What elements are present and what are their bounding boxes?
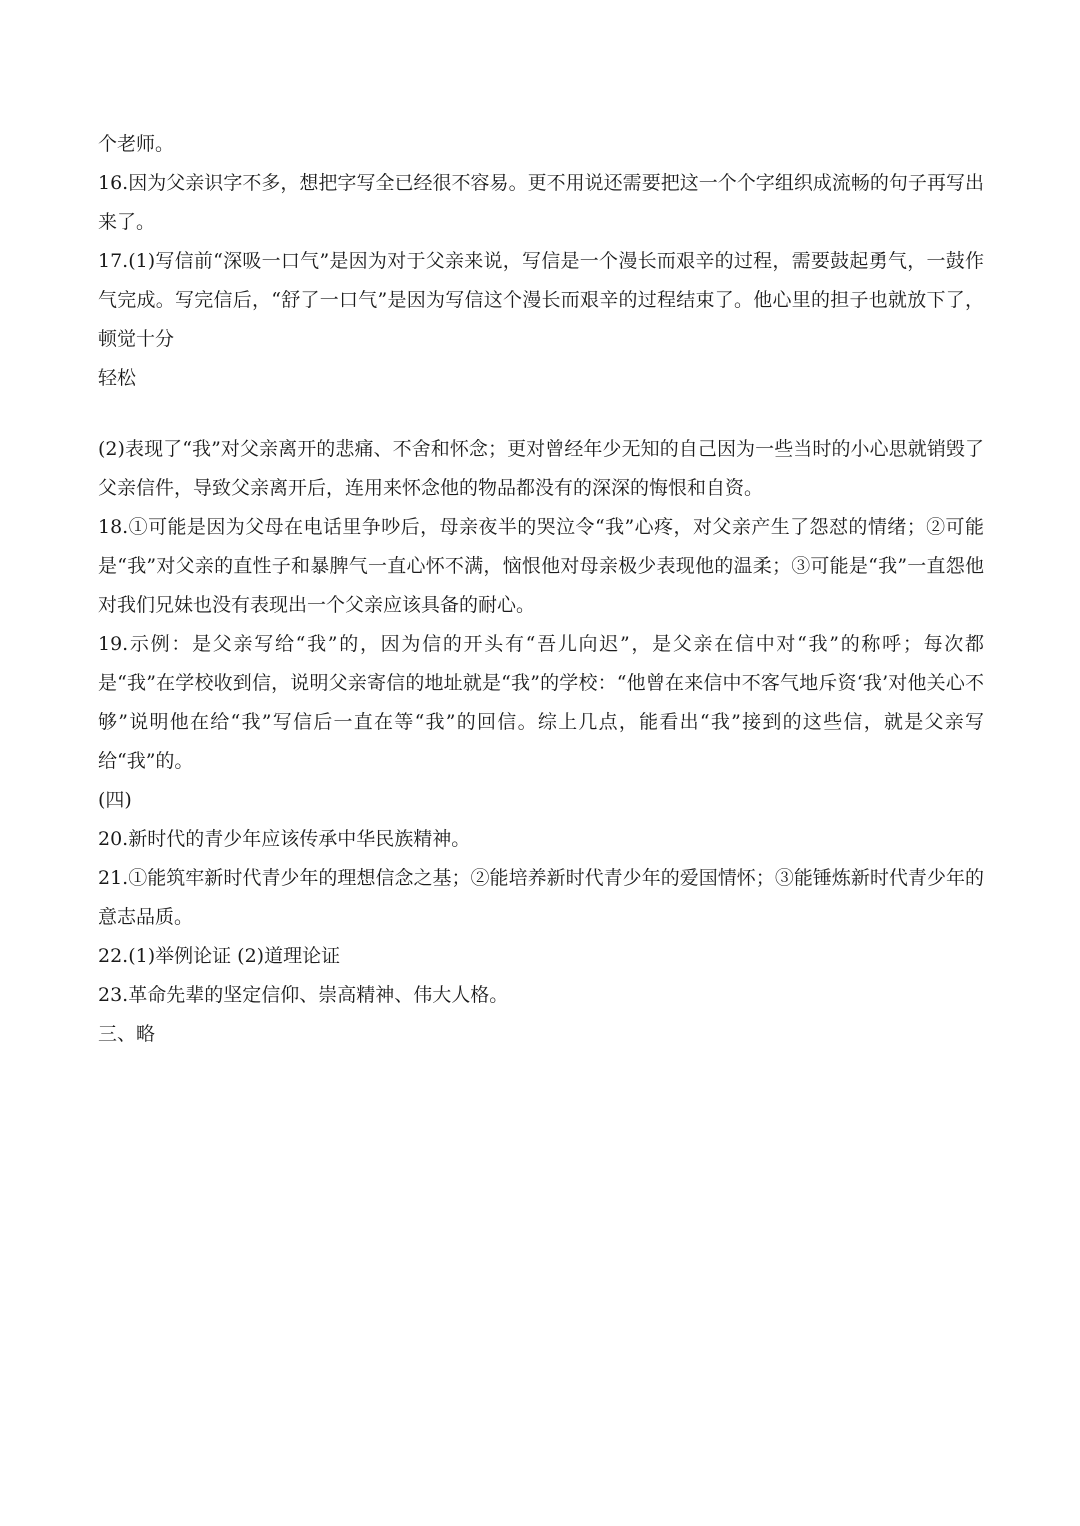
answer-17-part-1-end: 轻松 — [98, 367, 137, 389]
section-heading-four: (四) — [98, 789, 132, 811]
answer-18: 18.①可能是因为父母在电话里争吵后，母亲夜半的哭泣令“我”心疼，对父亲产生了怨怼的情绪；②可能是“我”对父亲的直性子和暴脾气一直心怀不满，恼恨他对母亲极少表现他的温柔；③可能是“我”一直怨他对我们兄妹也没有表现出一个父亲应该具备的耐心。 — [98, 516, 984, 616]
answer-text-block — [98, 125, 984, 1054]
answer-16: 16.因为父亲识字不多，想把字写全已经很不容易。更不用说还需要把这一个个字组织成流畅的句子再写出来了。 — [98, 172, 984, 233]
answer-17-part-1: 17.(1)写信前“深吸一口气”是因为对于父亲来说，写信是一个漫长而艰辛的过程，需要鼓起勇气，一鼓作气完成。写完信后，“舒了一口气”是因为写信这个漫长而艰辛的过程结束了。他心里的担子也就放下了，顿觉十分 — [98, 250, 984, 350]
section-three: 三、略 — [98, 1023, 156, 1045]
blank-gap — [98, 398, 984, 430]
answer-21: 21.①能筑牢新时代青少年的理想信念之基；②能培养新时代青少年的爱国情怀；③能锤炼新时代青少年的意志品质。 — [98, 867, 984, 928]
answer-17-part-2: (2)表现了“我”对父亲离开的悲痛、不舍和怀念；更对曾经年少无知的自己因为一些当时的小心思就销毁了父亲信件，导致父亲离开后，连用来怀念他的物品都没有的深深的悔恨和自资。 — [98, 438, 984, 499]
answer-22: 22.(1)举例论证 (2)道理论证 — [98, 945, 341, 967]
answer-23: 23.革命先辈的坚定信仰、崇高精神、伟大人格。 — [98, 984, 509, 1006]
answer-19: 19.示例：是父亲写给“我”的，因为信的开头有“吾儿向迟”，是父亲在信中对“我”的称呼；每次都是“我”在学校收到信，说明父亲寄信的地址就是“我”的学校：“他曾在来信中不客气地斥资‘我’对他关心不够”说明他在给“我”写信后一直在等“我”的回信。综上几点，能看出“我”接到的这些信，就是父亲写给“我”的。 — [98, 633, 984, 772]
paragraph-continuation: 个老师。 — [98, 133, 175, 155]
answer-20: 20.新时代的青少年应该传承中华民族精神。 — [98, 828, 471, 850]
